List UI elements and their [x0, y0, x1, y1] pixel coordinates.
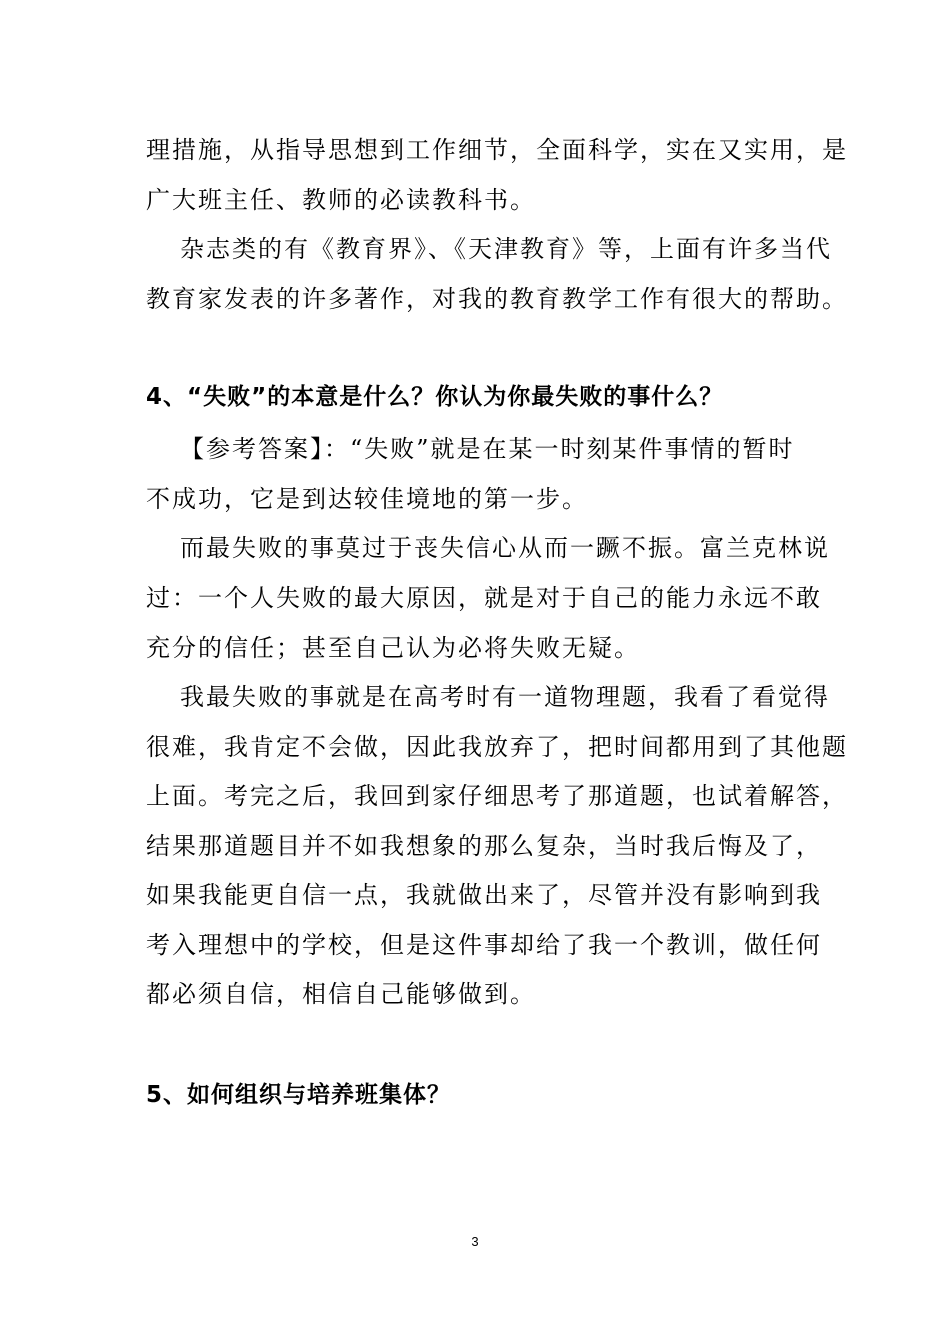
answer-line: 如果我能更自信一点，我就做出来了，尽管并没有影响到我	[146, 881, 822, 909]
answer-line: 我最失败的事就是在高考时有一道物理题，我看了看觉得	[180, 683, 830, 711]
paragraph-line: 杂志类的有《教育界》、《天津教育》等，上面有许多当代	[180, 235, 832, 263]
answer-line: 充分的信任；甚至自己认为必将失败无疑。	[146, 634, 640, 662]
answer-line: 不成功，它是到达较佳境地的第一步。	[146, 485, 588, 513]
paragraph-line: 广大班主任、教师的必读教科书。	[146, 186, 536, 214]
answer-line: 过：一个人失败的最大原因，就是对于自己的能力永远不敢	[146, 584, 822, 612]
paragraph-line: 理措施，从指导思想到工作细节，全面科学，实在又实用，是	[146, 136, 848, 164]
answer-line: 考入理想中的学校，但是这件事却给了我一个教训，做任何	[146, 931, 822, 959]
question-4-heading: 4、“失败”的本意是什么？你认为你最失败的事什么？	[146, 384, 724, 410]
answer-line: 都必须自信，相信自己能够做到。	[146, 980, 536, 1008]
question-5-heading: 5、如何组织与培养班集体？	[146, 1082, 452, 1108]
page-number: 3	[471, 1234, 479, 1249]
answer-line: 上面。考完之后，我回到家仔细思考了那道题，也试着解答，	[146, 782, 848, 810]
answer-line: 【参考答案】：“失败”就是在某一时刻某件事情的暂时	[180, 435, 795, 463]
paragraph-line: 教育家发表的许多著作，对我的教育教学工作有很大的帮助。	[146, 285, 848, 313]
answer-line: 结果那道题目并不如我想象的那么复杂，当时我后悔及了，	[146, 832, 822, 860]
answer-line: 而最失败的事莫过于丧失信心从而一蹶不振。富兰克林说	[180, 534, 830, 562]
answer-line: 很难，我肯定不会做，因此我放弃了，把时间都用到了其他题	[146, 733, 848, 761]
